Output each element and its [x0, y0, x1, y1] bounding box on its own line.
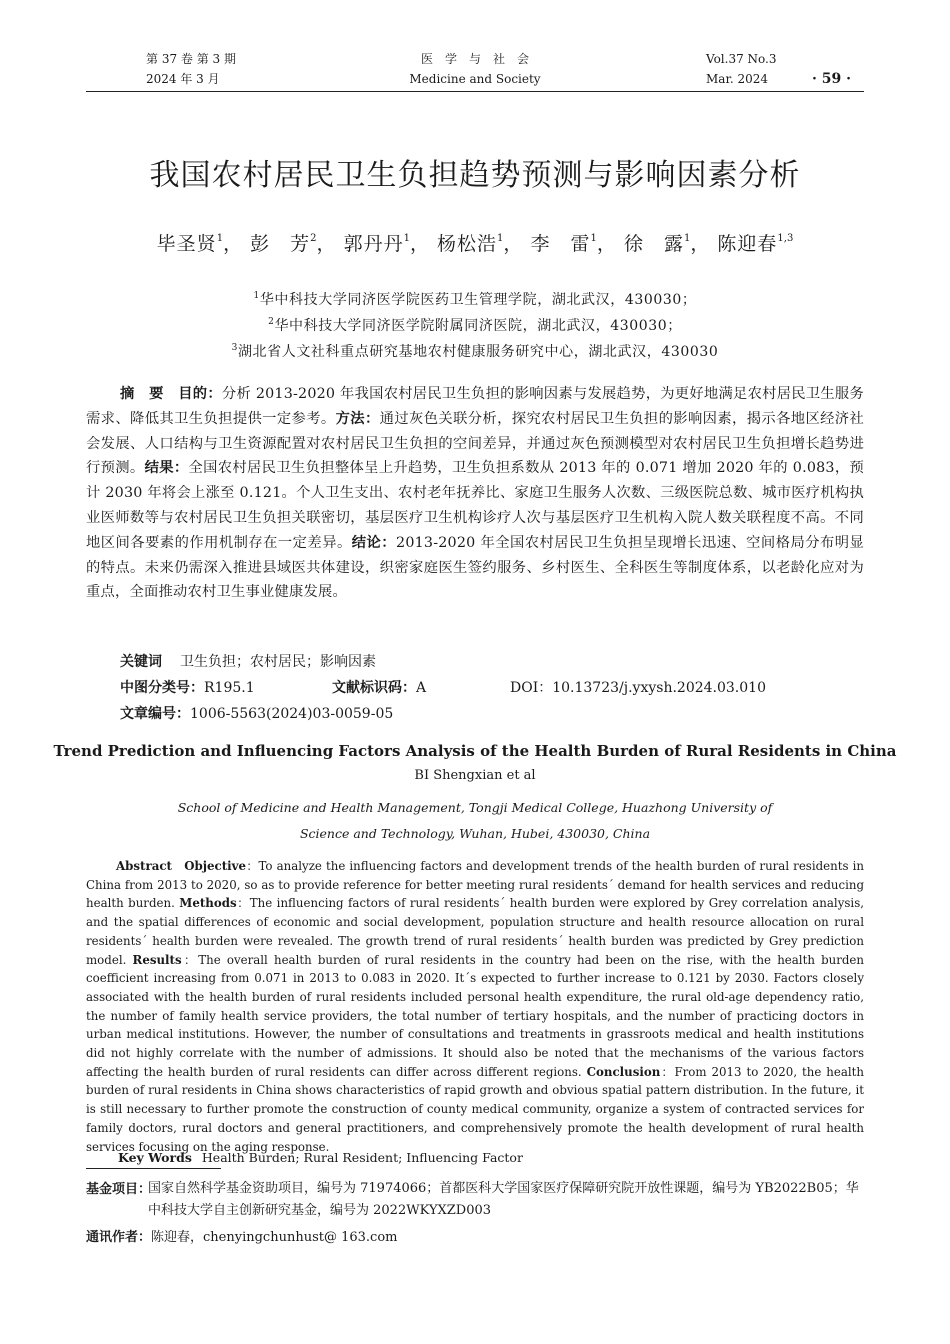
en-methods-label: Methods — [179, 896, 237, 911]
english-title: Trend Prediction and Influencing Factors Analysis of the Health Burden of Rural Residents in China — [53, 742, 897, 760]
keywords-text: 卫生负担；农村居民；影响因素 — [180, 654, 376, 670]
affiliation-sup: 1 — [253, 291, 260, 301]
page-number: · 59 · — [812, 71, 851, 87]
abstract-label: 摘 要 — [120, 386, 164, 402]
affiliation-text: 湖北省人文社科重点研究基地农村健康服务研究中心，湖北武汉，430030 — [237, 344, 719, 360]
article-number — [120, 703, 393, 723]
objective-text: 分析 2013-2020 年我国农村居民卫生负担的影响因素与发展趋势，为更好地满足农村居民卫生服务需求、降低其卫生负担提供一定参考。 — [86, 386, 864, 427]
author-sup: 2 — [310, 233, 317, 244]
author-sup: 1,3 — [777, 233, 794, 244]
funding-text: 国家自然科学基金资助项目，编号为 71974066；首都医科大学国家医疗保障研究院开放性课题，编号为 YB2022B05；华中科技大学自主创新研究基金，编号为 2022WKYXZD003 — [148, 1181, 859, 1218]
english-keywords — [118, 1150, 523, 1165]
author-separator: ， — [596, 233, 617, 255]
author-separator: ， — [503, 233, 524, 255]
en-abstract-label: Abstract — [116, 859, 172, 873]
affiliation-sup: 2 — [268, 317, 275, 327]
english-affiliation: School of Medicine and Health Management, Tongji Medical College, Huazhong University of Science and Technology, Wuhan, Hubei, 430030, China — [177, 800, 773, 841]
header-rule — [86, 91, 864, 92]
funding-label: 基金项目： — [86, 1182, 152, 1197]
methods-label: 方法： — [335, 410, 380, 427]
en-results-text: ：The overall health burden of rural residents in the country had been on the rise, with the health burden coefficient increasing from 0.071 in 2013 to 0.083 in 2020. It´s expected to further increase to 0.121 by 2030. Factors closely associated with the health burden of rural residents included personal health expenditure, the rural old-age dependency ratio, the number of family health service providers, the total number of tertiary hospitals, and the number of practicing doctors in urban medical institutions. However, the number of consultations and treatments in grassroots medical and health institutions did not highly correlate with the number of admissions. It should also be noted that the mechanisms of the various factors affecting the health burden of rural residents can differ across different regions. — [86, 952, 864, 1079]
volume-issue-en: Vol.37 No.3 — [706, 52, 777, 66]
clc-number — [120, 677, 255, 697]
keywords-line — [120, 651, 376, 671]
affiliation-text: 华中科技大学同济医学院医药卫生管理学院，湖北武汉，430030； — [259, 292, 697, 308]
doc-code-value: A — [416, 680, 427, 696]
article-no-value: 1006-5563(2024)03-0059-05 — [190, 706, 394, 722]
article-no-label: 文章编号： — [120, 706, 190, 722]
author-sup: 1 — [216, 233, 224, 244]
results-text: 全国农村居民卫生负担整体呈上升趋势，卫生负担系数从 2013 年的 0.071 增加 2020 年的 0.083，预计 2030 年将会上涨至 0.121。个人卫生支出、农村老年抚养比、家庭卫生服务人次数、三级医院总数、城市医疗机构执业医师数等与农村居民卫生负担关联密切，基层医疗卫生机构诊疗人次与基层医疗卫生机构入院人数关联程度不高。不同地区间各要素的作用机制存在一定差异。 — [86, 460, 864, 551]
journal-name — [0, 49, 950, 89]
footnote-rule — [86, 1168, 221, 1169]
author: 彭 芳 — [250, 233, 311, 255]
en-keywords-text: Health Burden; Rural Resident; Influencing Factor — [201, 1150, 523, 1165]
contact-label: 通讯作者： — [86, 1230, 152, 1245]
contact-text: 陈迎春，chenyingchunhust@ 163.com — [151, 1230, 398, 1245]
author-sup: 1 — [590, 233, 597, 244]
author-list — [0, 229, 950, 256]
keywords-label: 关键词 — [120, 654, 162, 670]
doc-code-label: 文献标识码： — [332, 680, 416, 696]
author: 杨松浩 — [437, 233, 498, 255]
clc-label: 中图分类号： — [120, 680, 204, 696]
en-keywords-label: Key Words — [118, 1150, 192, 1165]
chinese-abstract — [86, 382, 864, 605]
en-results-label: Results — [132, 952, 182, 967]
author-sup: 1 — [497, 233, 504, 244]
conclusion-label: 结论： — [351, 534, 397, 551]
en-conclusion-text: ：From 2013 to 2020, the health burden of rural residents in China shows characteristics of rapid growth and obvious spatial pattern distribution. In the future, it is still necessary to further promote the construction of county medical community, organize a system of contracted services for family doctors, rural doctors and general practitioners, and comprehensively promote the health development of rural health services focusing on the aging response. — [86, 1064, 864, 1154]
author-sup: 1 — [683, 233, 691, 244]
author: 李 雷 — [530, 233, 591, 255]
author: 郭丹丹 — [343, 233, 404, 255]
affiliation-1 — [0, 289, 950, 309]
journal-volume-en — [706, 49, 777, 89]
en-objective-label: Objective — [184, 859, 247, 873]
journal-name-zh: 医 学 与 社 会 — [420, 52, 529, 66]
issue-date-zh: 2024 年 3 月 — [146, 72, 220, 86]
english-author: BI Shengxian et al — [414, 768, 536, 783]
conclusion-text: 2013-2020 年全国农村居民卫生负担呈现增长迅速、空间格局分布明显的特点。未来仍需深入推进县域医共体建设，织密家庭医生签约服务、乡村医生、全科医生等制度体系，以老龄化应对为重点，全面推动农村卫生事业健康发展。 — [86, 534, 864, 601]
affiliation-2 — [0, 315, 950, 335]
document-code — [332, 677, 426, 697]
issue-date-en: Mar. 2024 — [706, 72, 769, 86]
methods-text: 通过灰色关联分析，探究农村居民卫生负担的影响因素，揭示各地区经济社会发展、人口结构与卫生资源配置对农村居民卫生负担的空间差异，并通过灰色预测模型对农村居民卫生负担增长趋势进行预测。 — [86, 410, 864, 477]
author: 毕圣贤 — [156, 233, 217, 255]
author: 陈迎春 — [717, 233, 778, 255]
english-abstract — [86, 857, 864, 1156]
journal-name-en: Medicine and Society — [409, 72, 541, 86]
doi: DOI：10.13723/j.yxysh.2024.03.010 — [510, 680, 766, 696]
author-separator: ， — [316, 233, 337, 255]
author-separator: ， — [690, 233, 711, 255]
affiliation-sup: 3 — [231, 343, 238, 353]
author: 徐 露 — [623, 233, 684, 255]
affiliation-3 — [0, 341, 950, 361]
clc-value: R195.1 — [204, 680, 255, 696]
author-separator: ， — [223, 233, 244, 255]
objective-label: 目的： — [178, 386, 222, 402]
results-label: 结果： — [144, 460, 189, 477]
en-methods-text: ：The influencing factors of rural residents´ health burden were explored by Grey correlation analysis, and the spatial differences of economic and social development, population structure and health resource allocation on rural residents´ health burden were revealed. The growth trend of rural residents´ health burden was predicted by Grey prediction model. — [86, 896, 864, 967]
affiliation-text: 华中科技大学同济医学院附属同济医院，湖北武汉，430030； — [274, 318, 682, 334]
article-title: 我国农村居民卫生负担趋势预测与影响因素分析 — [149, 158, 801, 193]
author-separator: ， — [409, 233, 430, 255]
author-sup: 1 — [403, 233, 410, 244]
en-conclusion-label: Conclusion — [586, 1064, 661, 1079]
volume-issue: 第 37 卷 第 3 期 — [146, 52, 236, 66]
en-objective-text: ：To analyze the influencing factors and development trends of the health burden of rural residents in China from 2013 to 2020, so as to provide reference for better meeting rural residents´ demand for health services and reducing health burden. — [86, 859, 865, 911]
corresponding-author — [86, 1226, 397, 1245]
